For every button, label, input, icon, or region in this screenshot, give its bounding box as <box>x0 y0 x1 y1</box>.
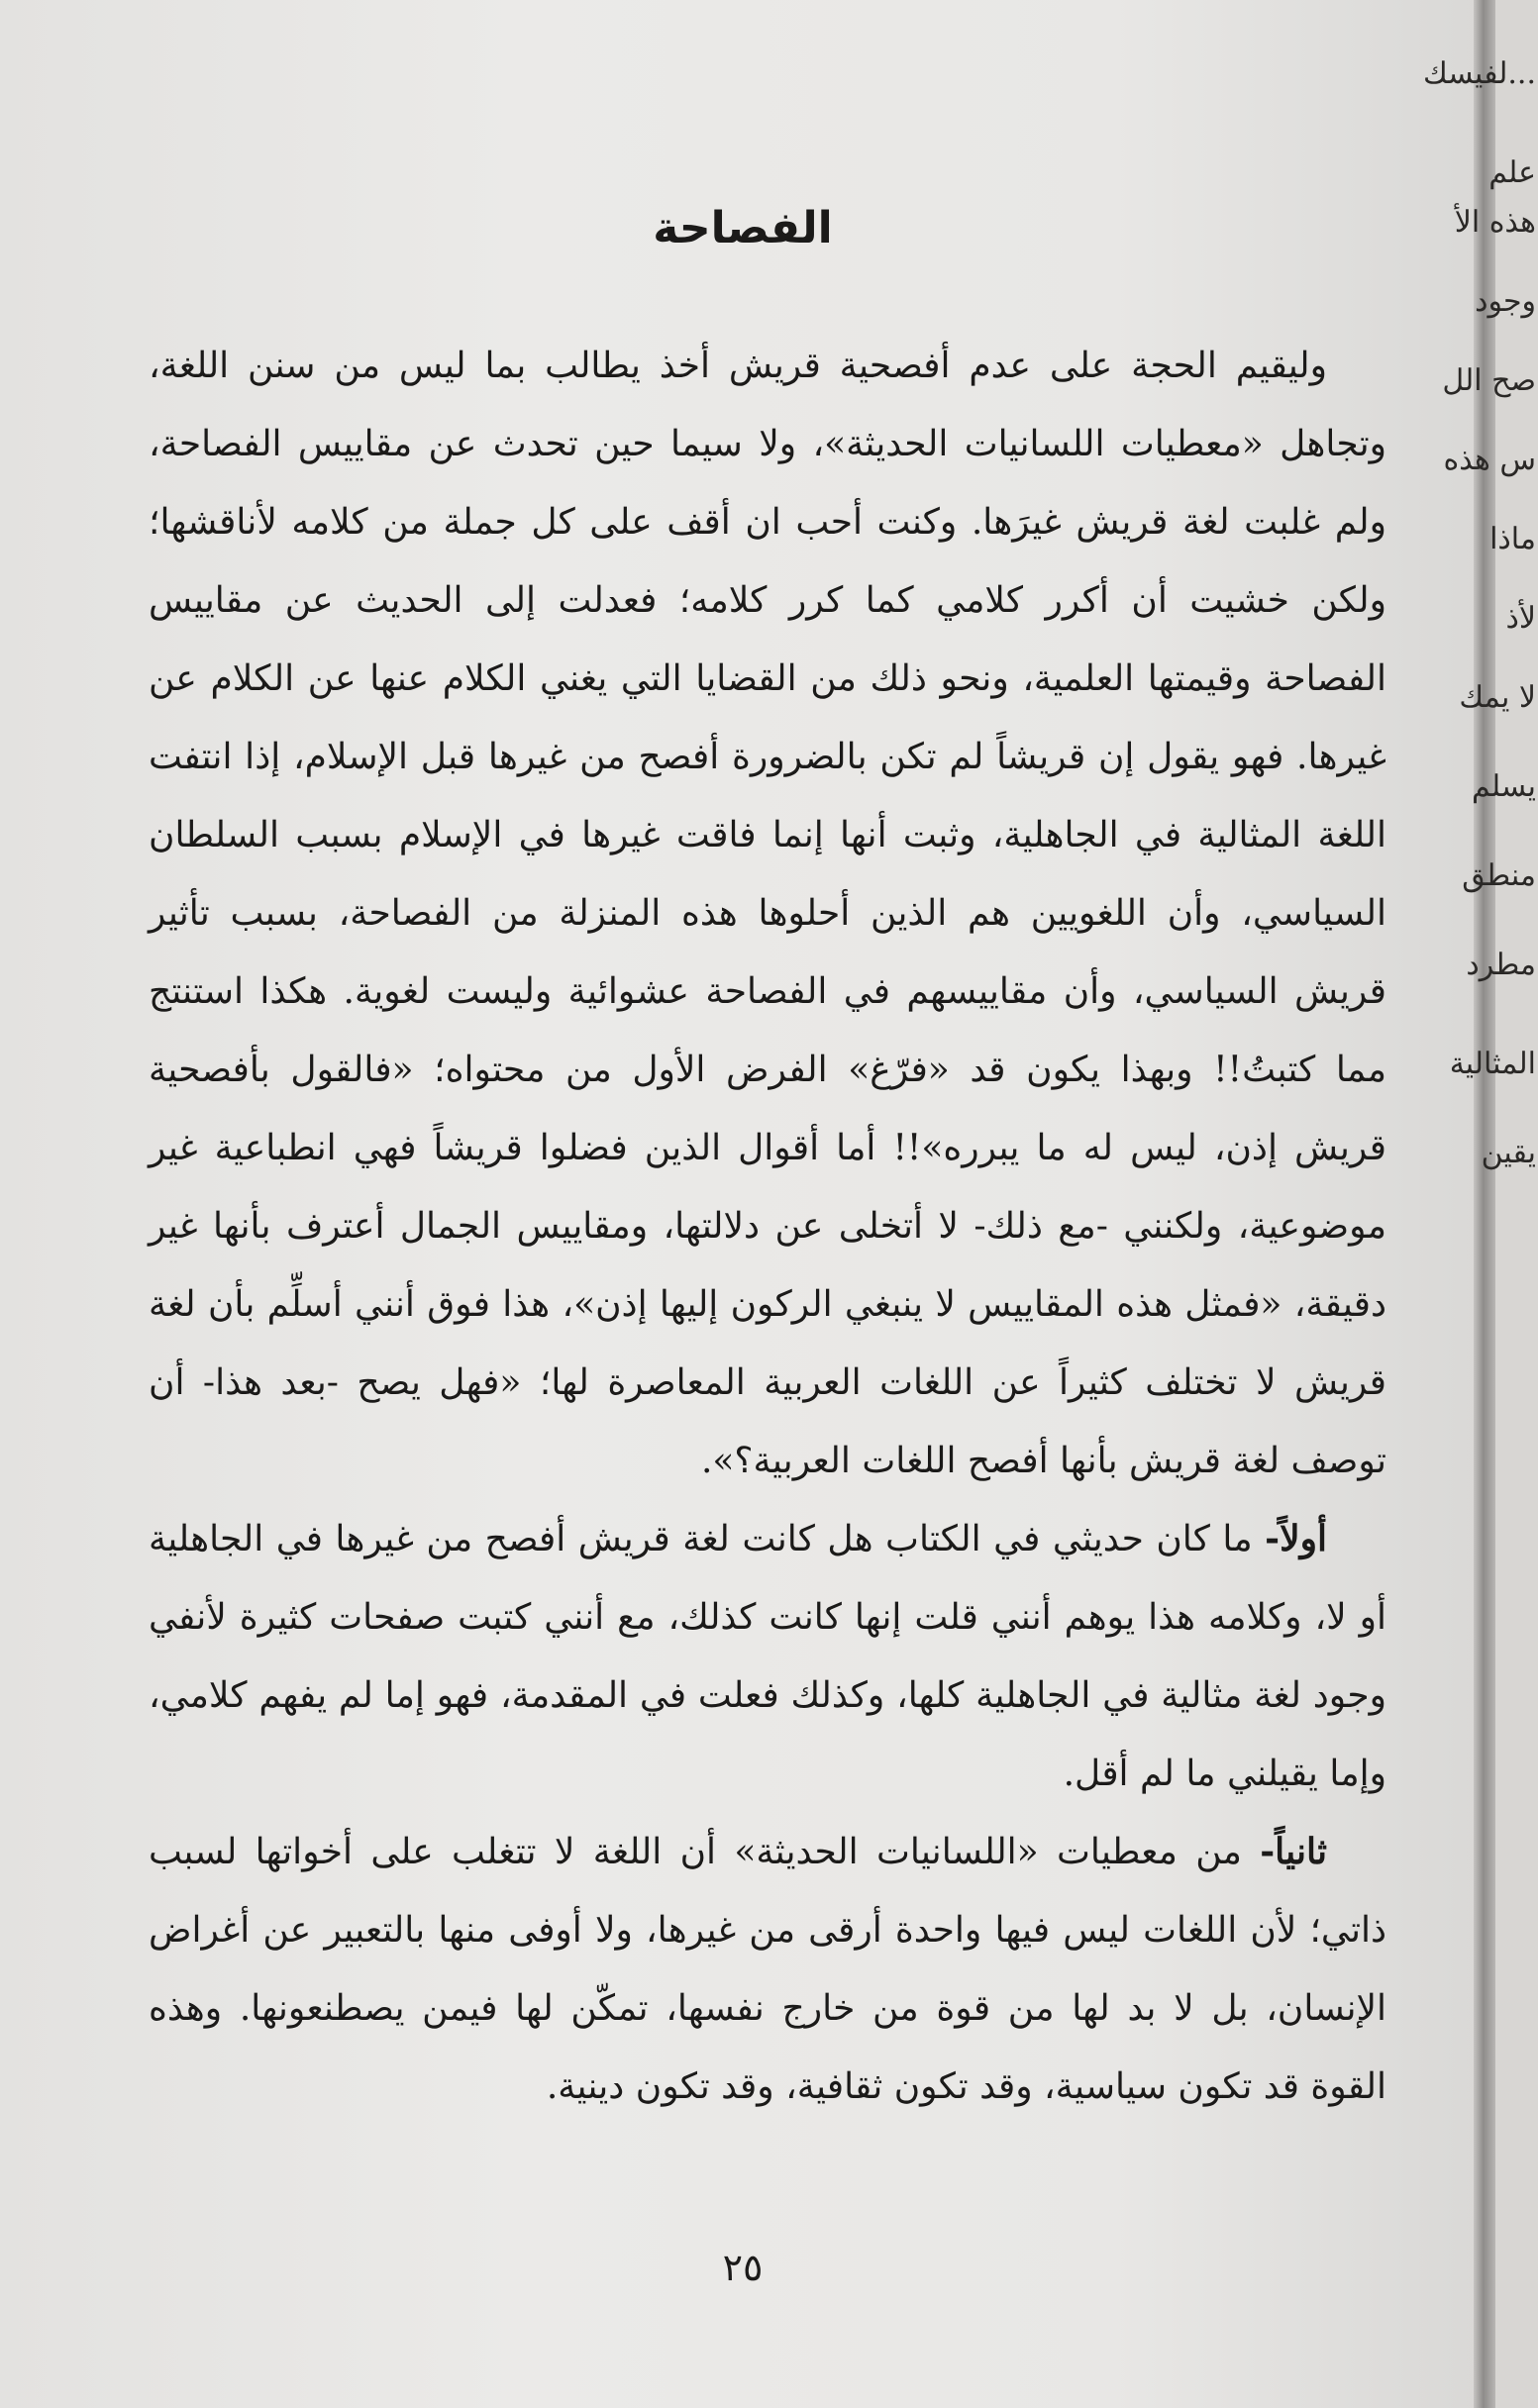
paragraph-text: من معطيات «اللسانيات الحديثة» أن اللغة لا تتغلب على أخواتها لسبب ذاتي؛ لأن اللغات ليس فيها واحدة أرقى من غيرها، ولا أوفى منها بالتعبير عن أغراض الإنسان، بل لا بد لها من قوة من خارج نفسها، تمكّن لها فيمن يصطنعونها. وهذه القوة قد تكون سياسية، وقد تكون ثقافية، وقد تكون دينية. <box>149 1832 1386 2107</box>
paragraph-3 <box>149 1813 1386 2126</box>
adjacent-page-fragment: صح الل <box>1442 363 1536 398</box>
adjacent-page-fragment: يسلم <box>1471 769 1536 804</box>
adjacent-page-fragment: يقين <box>1481 1136 1536 1170</box>
book-gutter <box>1474 0 1495 2408</box>
adjacent-page-edge <box>1422 0 1538 2408</box>
paragraph-1 <box>149 327 1386 1500</box>
adjacent-page-fragment: س هذه <box>1443 443 1536 477</box>
paragraph-text: وليقيم الحجة على عدم أفصحية قريش أخذ يطالب بما ليس من سنن اللغة، وتجاهل «معطيات اللسانيات الحديثة»، ولا سيما حين تحدث عن مقاييس الفصاحة، ولم غلبت لغة قريش غيرَها. وكنت أحب ان أقف على كل جملة من كلامه لأناقشها؛ ولكن خشيت أن أكرر كلامي كما كرر كلامه؛ فعدلت إلى الحديث عن مقاييس الفصاحة وقيمتها العلمية، ونحو ذلك من القضايا التي يغني الكلام عنها عن الكلام عن غيرها. فهو يقول إن قريشاً لم تكن بالضرورة أفصح من غيرها قبل الإسلام، إذا انتفت اللغة المثالية في الجاهلية، وثبت أنها إنما فاقت غيرها في الإسلام بسبب السلطان السياسي، وأن اللغويين هم الذين أحلوها هذه المنزلة من الفصاحة، بسبب تأثير قريش السياسي، وأن مقاييسهم في الفصاحة عشوائية وليست لغوية. هكذا استنتج مما كتبتُ!! وبهذا يكون قد «فرّغ» الفرض الأول من محتواه؛ «فالقول بأفصحية قريش إذن، ليس له ما يبرره»!! أما أقوال الذين فضلوا قريشاً فهي انطباعية غير موضوعية، ولكنني -مع ذلك- لا أتخلى عن دلالتها، ومقاييس الجمال أعترف بأنها غير دقيقة، «فمثل هذه المقاييس لا ينبغي الركون إليها إذن»، هذا فوق أنني أسلِّم بأن لغة قريش لا تختلف كثيراً عن اللغات العربية المعاصرة لها؛ «فهل يصح -بعد هذا- أن توصف لغة قريش بأنها أفصح اللغات العربية؟». <box>149 346 1386 1481</box>
body-text <box>149 327 1386 2126</box>
adjacent-page-fragment: لأذ <box>1505 601 1536 636</box>
adjacent-page-fragment: ماذا <box>1489 522 1536 556</box>
adjacent-page-fragment: المثالية <box>1449 1047 1536 1081</box>
chapter-title: الفصاحة <box>653 203 833 253</box>
adjacent-page-fragment: مطرد <box>1466 948 1536 982</box>
adjacent-page-fragment: وجود <box>1475 284 1536 319</box>
adjacent-page-fragment: لا يمك <box>1459 680 1536 715</box>
page-number: ٢٥ <box>722 2246 764 2289</box>
adjacent-page-fragment: ...لفيسك <box>1422 56 1536 91</box>
adjacent-page-fragment: هذه الأ <box>1454 205 1536 240</box>
paragraph-lead: ثانياً- <box>1260 1831 1327 1872</box>
paragraph-lead: أولاً- <box>1265 1518 1327 1559</box>
adjacent-page-fragment: منطق <box>1462 858 1536 893</box>
adjacent-page-fragment: علم <box>1488 155 1536 190</box>
paragraph-text: ما كان حديثي في الكتاب هل كانت لغة قريش أفصح من غيرها في الجاهلية أو لا، وكلامه هذا يوهم أنني قلت إنها كانت كذلك، مع أنني كتبت صفحات كثيرة لأنفي وجود لغة مثالية في الجاهلية كلها، وكذلك فعلت في المقدمة، فهو إما لم يفهم كلامي، وإما يقيلني ما لم أقل. <box>149 1519 1386 1794</box>
paragraph-2 <box>149 1500 1386 1813</box>
